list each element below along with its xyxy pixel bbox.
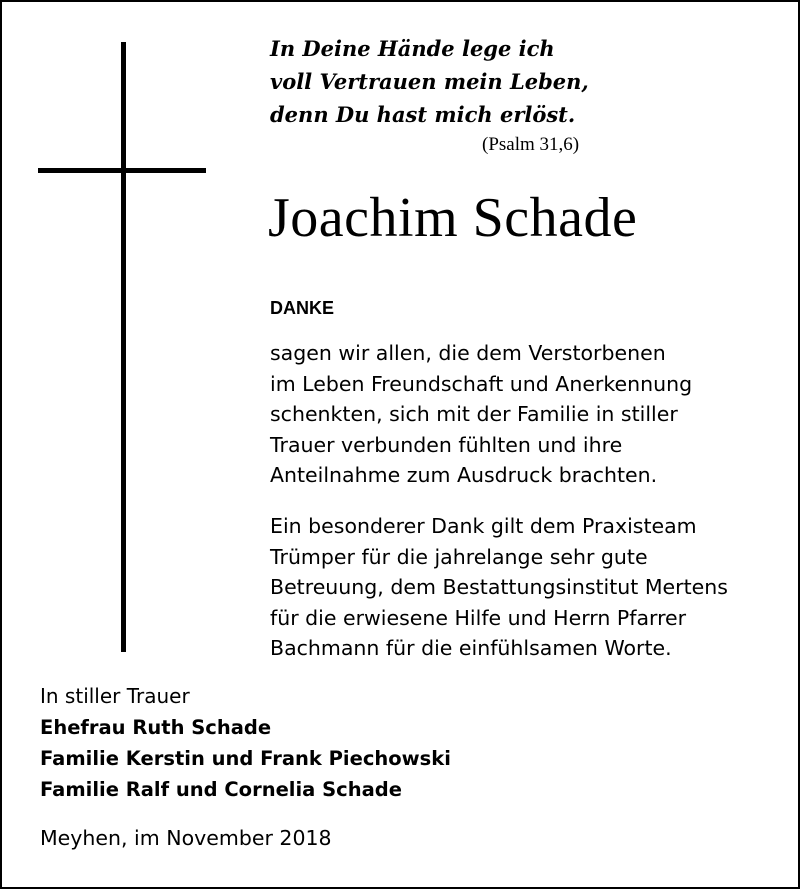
cross-horizontal-bar [38,168,206,173]
mourner-name: Familie Kerstin und Frank Piechowski [40,747,451,770]
text-line: für die erwiesene Hilfe und Herrn Pfarrer [270,605,687,630]
text-line: Betreuung, dem Bestattungsinstitut Mertens [270,575,728,599]
deceased-name: Joachim Schade [268,187,638,249]
text-line: Bachmann für die einfühlsamen Worte. [270,636,672,660]
text-line: Trümper für die jahrelange sehr gute [270,544,648,569]
place-and-date: Meyhen, im November 2018 [40,826,332,850]
text-line: schenkten, sich mit der Familie in stiller [270,402,678,426]
special-thanks-paragraph [270,511,790,664]
thanks-paragraph [270,338,790,491]
cross-vertical-bar [121,42,126,652]
bible-verse [270,32,630,131]
mourning-intro: In stiller Trauer [40,684,190,708]
text-line: Ein besonderer Dank gilt dem Praxisteam [270,514,697,538]
verse-line: voll Vertrauen mein Leben, [270,69,589,94]
mourner-name: Familie Ralf und Cornelia Schade [40,778,402,801]
text-line: im Leben Freundschaft und Anerkennung [270,371,693,396]
text-line: Trauer verbunden fühlten und ihre [270,432,623,457]
verse-line: In Deine Hände lege ich [270,36,555,61]
text-line: Anteilnahme zum Ausdruck brachten. [270,463,658,487]
thanks-heading: DANKE [270,298,335,318]
verse-reference: (Psalm 31,6) [482,134,580,155]
verse-line: denn Du hast mich erlöst. [270,102,576,127]
mourners-block [40,681,451,805]
text-line: sagen wir allen, die dem Verstorbenen [270,341,666,365]
mourner-name: Ehefrau Ruth Schade [40,716,272,739]
